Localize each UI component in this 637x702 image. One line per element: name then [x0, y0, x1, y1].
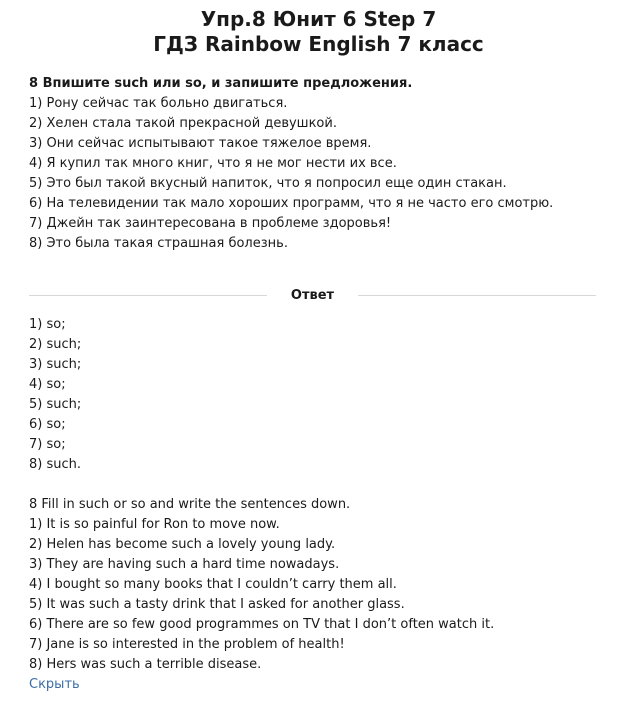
- english-item: 4) I bought so many books that I couldn’t carry them all.: [29, 577, 397, 592]
- answer-item: 8) such.: [29, 457, 82, 472]
- english-item: 7) Jane is so interested in the problem of health!: [29, 637, 345, 652]
- task-section: [29, 74, 617, 254]
- task-item: 4) Я купил так много книг, что я не мог нести их все.: [29, 156, 397, 171]
- task-item: 5) Это был такой вкусный напиток, что я попросил еще один стакан.: [29, 176, 507, 191]
- english-item: 1) It is so painful for Ron to move now.: [29, 517, 280, 532]
- answer-item: 1) so;: [29, 317, 66, 332]
- english-item: 8) Hers was such a terrible disease.: [29, 657, 262, 672]
- answer-item: 5) such;: [29, 397, 82, 412]
- answer-item: 2) such;: [29, 337, 82, 352]
- english-item: 3) They are having such a hard time nowadays.: [29, 557, 340, 572]
- task-item: 1) Рону сейчас так больно двигаться.: [29, 96, 288, 111]
- english-item: 6) There are so few good programmes on TV that I don’t often watch it.: [29, 617, 495, 632]
- task-item: 3) Они сейчас испытывают такое тяжелое время.: [29, 136, 372, 151]
- answer-item: 7) so;: [29, 437, 66, 452]
- answer-heading: Ответ: [290, 287, 335, 303]
- page-title: [0, 0, 637, 57]
- english-item: 5) It was such a tasty drink that I asked for another glass.: [29, 597, 405, 612]
- task-item: 6) На телевидении так мало хороших программ, что я не часто его смотрю.: [29, 196, 554, 211]
- answer-item: 3) such;: [29, 357, 82, 372]
- page-title-line-1: Упр.8 Юнит 6 Step 7: [200, 7, 437, 31]
- hide-answer-link[interactable]: Скрыть: [29, 677, 80, 692]
- english-item: 2) Helen has become such a lovely young lady.: [29, 537, 336, 552]
- divider-line-left: [29, 295, 267, 296]
- task-title: 8 Впишите such или so, и запишите предложения.: [29, 76, 413, 91]
- page-title-line-2: ГДЗ Rainbow English 7 класс: [153, 32, 484, 56]
- answer-item: 4) so;: [29, 377, 66, 392]
- answers-list: [29, 315, 617, 475]
- task-item: 7) Джейн так заинтересована в проблеме здоровья!: [29, 216, 392, 231]
- answer-item: 6) so;: [29, 417, 66, 432]
- english-task-title: 8 Fill in such or so and write the sentences down.: [29, 497, 351, 512]
- divider-line-right: [358, 295, 596, 296]
- answer-divider: [29, 285, 596, 305]
- english-section: [29, 495, 617, 695]
- task-item: 2) Хелен стала такой прекрасной девушкой.: [29, 116, 337, 131]
- task-item: 8) Это была такая страшная болезнь.: [29, 236, 288, 251]
